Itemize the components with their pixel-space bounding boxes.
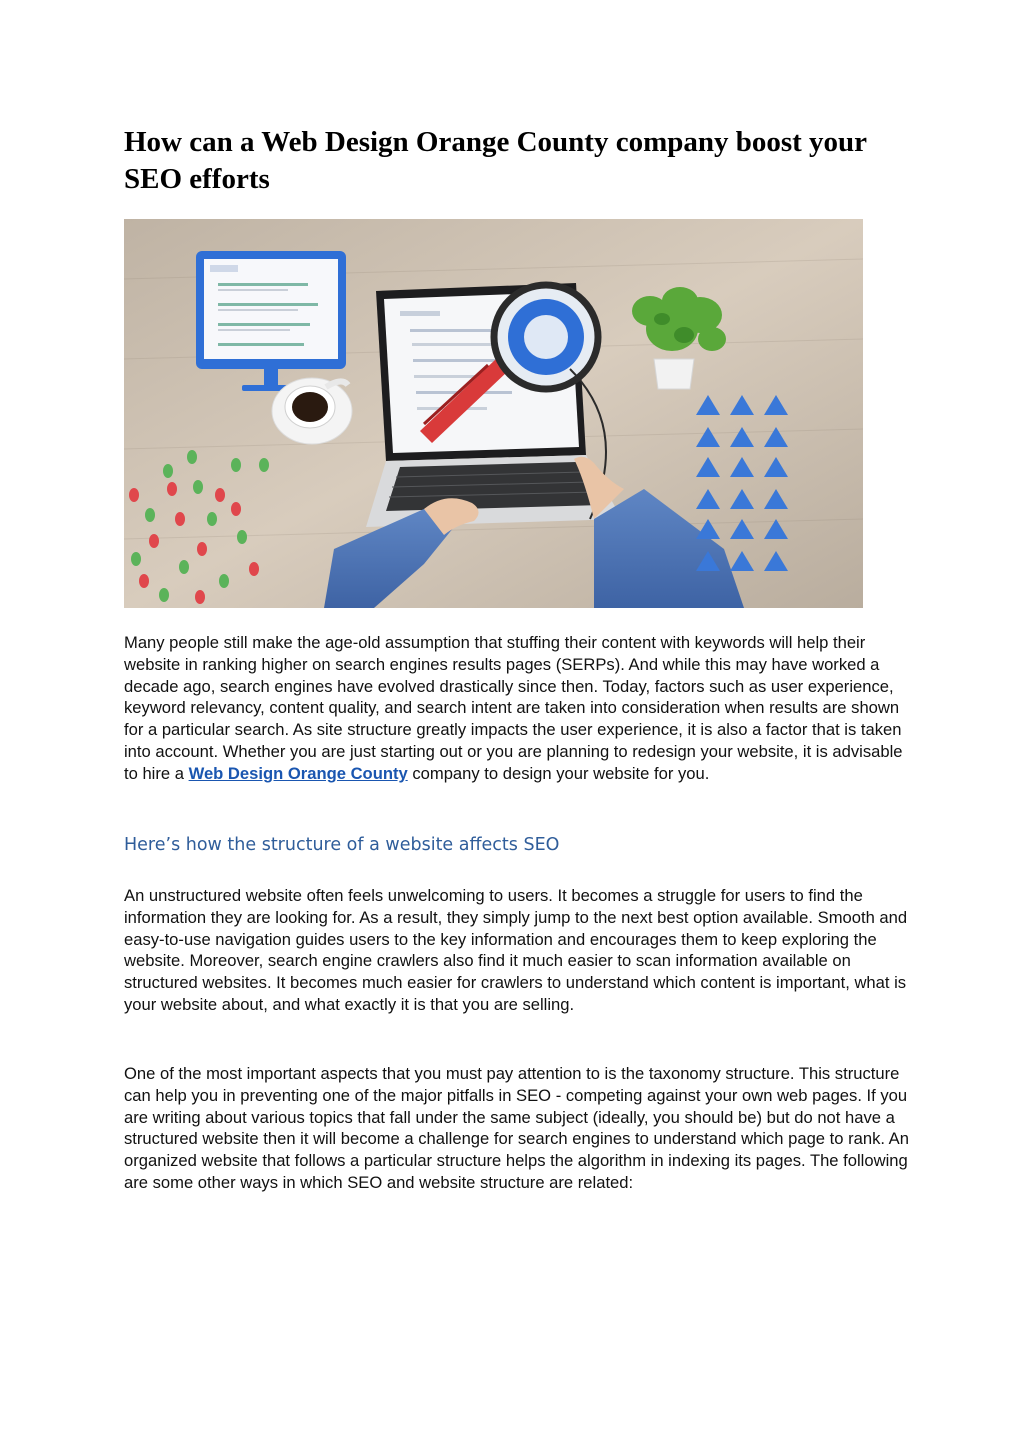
intro-paragraph <box>124 632 914 785</box>
section-heading: Here’s how the structure of a website affects SEO <box>124 835 560 855</box>
body-paragraph-structure: An unstructured website often feels unwelcoming to users. It becomes a struggle for users to find the information they are looking for. As a result, they simply jump to the next best option available. Smooth and easy-to-use navigation guides users to the key information and encourages them to keep exploring the website. Moreover, search engine crawlers also find it much easier to scan information available on structured websites. It becomes much easier for crawlers to understand which content is important, what is your website about, and what exactly it is that you are selling. <box>124 886 908 1014</box>
coffee-cup-illustration <box>272 378 352 444</box>
intro-text-end: company to design your website for you. <box>412 763 710 783</box>
body-paragraph-taxonomy: One of the most important aspects that you must pay attention to is the taxonomy structure. This structure can help you in preventing one of the major pitfalls in SEO - competing against your own web pages. If you are writing about various topics that fall under the same subject (ideally, you should be) but do not have a structured website then it will become a challenge for search engines to understand which page to rank. An organized website that follows a particular structure helps the algorithm in indexing its pages. The following are some other ways in which SEO and website structure are related: <box>124 1064 909 1192</box>
intro-text: Many people still make the age-old assumption that stuffing their content with keywords will help their website in ranking higher on search engines results pages (SERPs). And while this may have worked a decade ago, search engines have evolved drastically since then. Today, factors such as user experience, keyword relevancy, content quality, and search intent are taken into consideration when results are shown for a particular search. As site structure greatly impacts the user experience, it is also a factor that is taken into account. Whether you are just starting out or you are planning to redesign your website, it is advisable to hire a <box>124 633 903 783</box>
hero-image <box>124 219 863 608</box>
article-title: How can a Web Design Orange County company boost your SEO efforts <box>124 126 867 195</box>
web-design-orange-county-link[interactable]: Web Design Orange County <box>188 763 408 783</box>
